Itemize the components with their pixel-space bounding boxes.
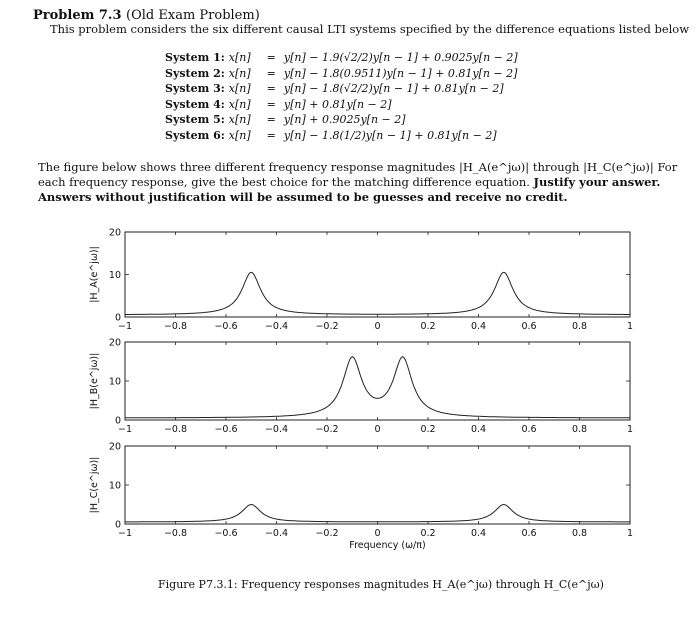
system-row (165, 81, 522, 97)
x-tick-label: −0.8 (163, 424, 188, 435)
response-curve (125, 357, 630, 418)
system-row (165, 112, 522, 128)
system-rhs: y[n] − 1.8(1/2)y[n − 1] + 0.81y[n − 2] (283, 128, 497, 142)
x-tick-label: −0.6 (214, 528, 238, 539)
x-tick-label: −0.2 (315, 424, 339, 435)
system-name: System 1: (165, 51, 225, 64)
system-row (165, 97, 522, 113)
system-rhs: y[n] − 1.8(√2/2)y[n − 1] + 0.81y[n − 2] (283, 82, 504, 95)
problem-intro: This problem considers the six different causal LTI systems specified by the difference equations listed below (50, 22, 690, 36)
y-axis-label: |H_C(e^jω)| (89, 456, 100, 514)
x-tick-label: 0.6 (521, 528, 537, 539)
system-eq: = (266, 113, 276, 126)
system-rhs: y[n] + 0.9025y[n − 2] (283, 113, 406, 126)
system-row (165, 128, 522, 144)
x-tick-label: −0.6 (214, 424, 238, 435)
frequency-response-figure (0, 200, 700, 578)
x-tick-label: 0.2 (420, 424, 436, 435)
x-tick-label: 0 (374, 321, 381, 332)
x-tick-label: −0.4 (264, 424, 289, 435)
system-lhs: x[n] (228, 66, 251, 80)
x-tick-label: −0.2 (315, 321, 339, 332)
system-eq: = (266, 66, 276, 80)
instructions-bold-text: Justify your answer. Answers without justification will be assumed to be guesses and receive no credit. (38, 175, 661, 204)
system-name: System 5: (165, 113, 225, 126)
x-tick-label: 0.6 (521, 321, 537, 332)
problem-note: (Old Exam Problem) (126, 8, 260, 23)
system-rhs: y[n] − 1.8(0.9511)y[n − 1] + 0.81y[n − 2] (283, 66, 518, 80)
system-eq: = (266, 82, 276, 95)
y-tick-label: 0 (114, 519, 121, 531)
x-tick-label: 0.6 (521, 424, 537, 435)
system-lhs: x[n] (228, 82, 251, 95)
system-name: System 3: (165, 82, 225, 95)
x-tick-label: −1 (117, 424, 133, 435)
x-tick-label: 0.4 (470, 424, 487, 435)
x-tick-label: −1 (117, 528, 133, 539)
x-tick-label: 0.2 (420, 321, 436, 332)
system-name: System 4: (165, 97, 225, 111)
x-tick-label: −0.4 (264, 528, 289, 539)
x-tick-label: 0.4 (470, 528, 487, 539)
x-tick-label: 0.4 (470, 321, 487, 332)
x-tick-label: −0.4 (264, 321, 289, 332)
plot-frame (125, 232, 630, 317)
y-tick-label: 10 (108, 376, 121, 388)
system-rhs: y[n] + 0.81y[n − 2] (283, 97, 392, 111)
y-tick-label: 10 (108, 270, 121, 281)
system-eq: = (266, 51, 276, 64)
y-axis-label: |H_B(e^jω)| (89, 352, 100, 410)
y-tick-label: 20 (108, 441, 121, 453)
x-axis-label: Frequency (ω/π) (349, 540, 426, 551)
x-tick-label: 0 (374, 528, 381, 539)
x-tick-label: −0.8 (163, 528, 188, 539)
system-lhs: x[n] (228, 51, 251, 64)
y-tick-label: 20 (108, 227, 121, 239)
plot-frame (125, 446, 630, 524)
x-tick-label: −0.8 (163, 321, 188, 332)
x-tick-label: 0.8 (571, 321, 588, 332)
system-row (165, 66, 522, 82)
figure-caption: Figure P7.3.1: Frequency responses magnitudes H_A(e^jω) through H_C(e^jω) (158, 578, 604, 591)
y-tick-label: 0 (114, 415, 121, 427)
x-tick-label: 0.8 (571, 528, 588, 539)
system-name: System 2: (165, 66, 225, 80)
instructions-paragraph (38, 160, 683, 205)
x-tick-label: −0.6 (214, 321, 238, 332)
x-tick-label: 0.2 (420, 528, 436, 539)
response-curve (125, 505, 630, 522)
instructions-text: The figure below shows three different frequency response magnitudes |H_A(e^jω)| through |H_C(e^jω)| For each frequency response, give the best choice for the matching difference equation. (38, 160, 678, 189)
problem-number: Problem 7.3 (33, 8, 122, 23)
x-tick-label: −1 (117, 321, 133, 332)
y-axis-label: |H_A(e^jω)| (89, 246, 100, 303)
system-lhs: x[n] (228, 128, 251, 142)
plot-frame (125, 342, 630, 420)
y-tick-label: 10 (108, 480, 121, 492)
system-eq: = (266, 97, 276, 111)
system-rhs: y[n] − 1.9(√2/2)y[n − 1] + 0.9025y[n − 2] (283, 51, 518, 64)
x-tick-label: 1 (626, 528, 634, 539)
x-tick-label: −0.2 (315, 528, 339, 539)
system-lhs: x[n] (228, 113, 251, 126)
x-tick-label: 1 (626, 424, 634, 435)
y-tick-label: 20 (108, 337, 121, 349)
x-tick-label: 0.8 (571, 424, 588, 435)
system-row (165, 50, 522, 66)
system-lhs: x[n] (228, 97, 251, 111)
x-tick-label: 0 (374, 424, 381, 435)
system-name: System 6: (165, 128, 225, 142)
system-eq: = (266, 128, 276, 142)
response-curve (125, 272, 630, 314)
x-tick-label: 1 (626, 321, 634, 332)
problem-title (33, 8, 260, 23)
system-equations (165, 50, 522, 143)
y-tick-label: 0 (114, 312, 121, 324)
